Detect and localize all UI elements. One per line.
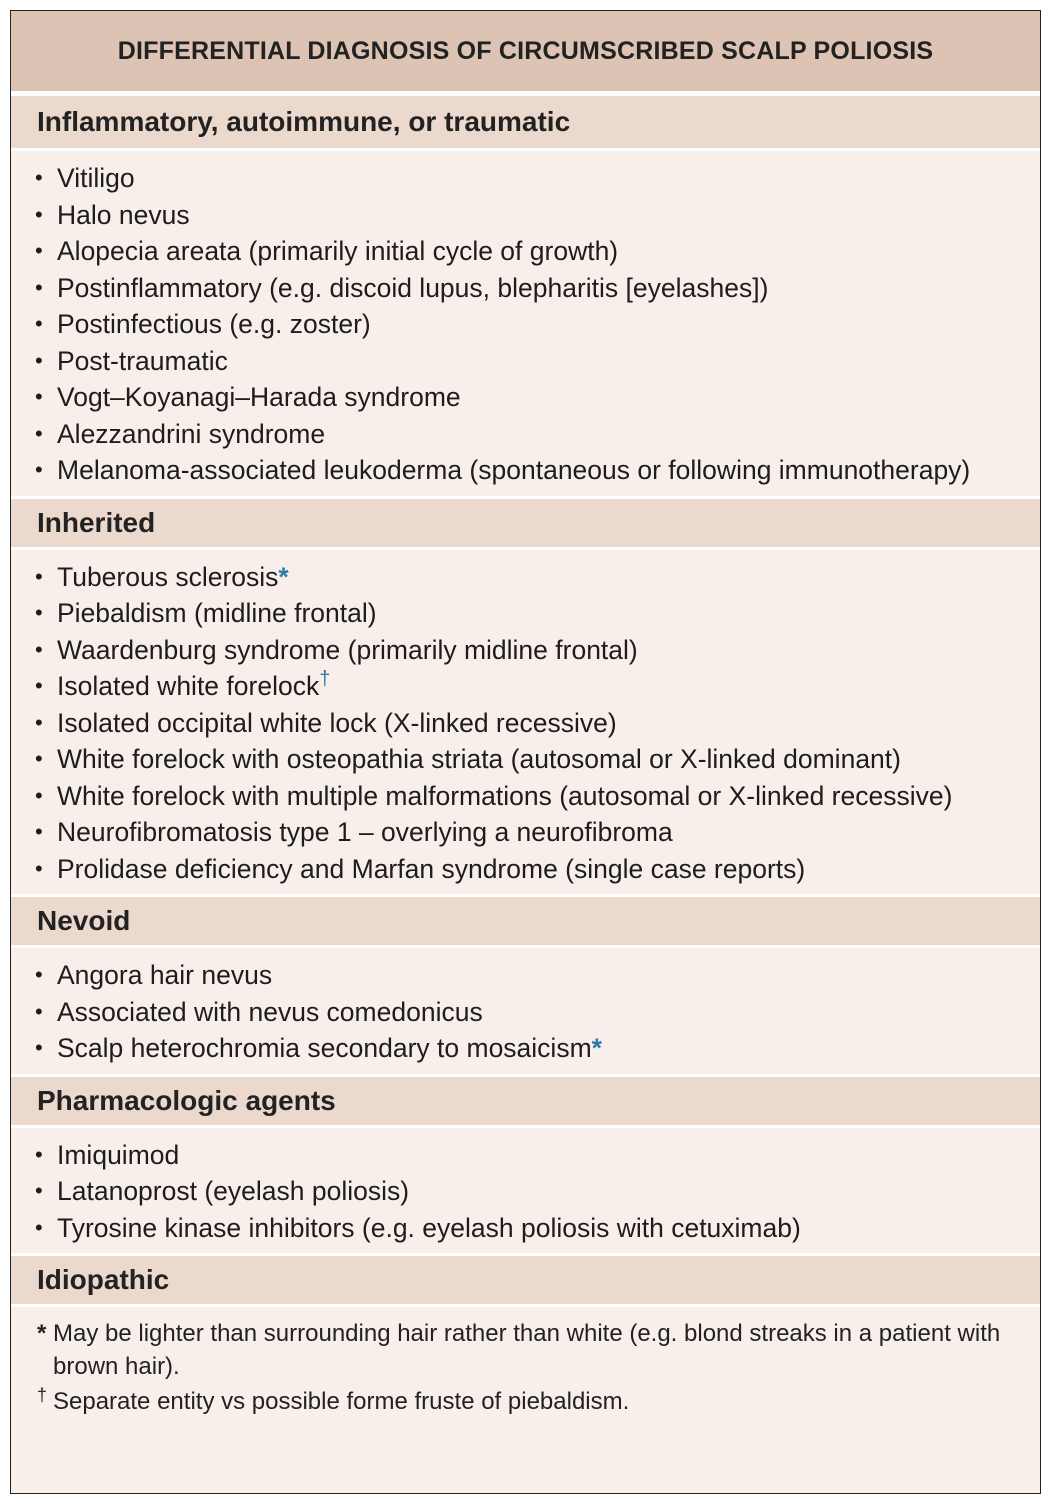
list-item: • White forelock with multiple malformations (autosomal or X-linked recessive)	[11, 778, 1040, 815]
footnote-text: Separate entity vs possible forme fruste of piebaldism.	[53, 1388, 630, 1415]
list-item: • Vogt–Koyanagi–Harada syndrome	[11, 379, 1040, 416]
section-list-pharmacologic	[11, 1128, 1040, 1254]
item-text: Scalp heterochromia secondary to mosaicism	[57, 1033, 592, 1063]
list-item: • Postinfectious (e.g. zoster)	[11, 306, 1040, 343]
footnote-symbol: *	[37, 1320, 47, 1347]
list-item: • Post-traumatic	[11, 343, 1040, 380]
list-item	[11, 1030, 1040, 1067]
list-item: • Piebaldism (midline frontal)	[11, 595, 1040, 632]
list-item: • White forelock with osteopathia striata (autosomal or X-linked dominant)	[11, 741, 1040, 778]
item-text: Isolated white forelock	[57, 671, 320, 701]
section-heading-inflammatory: Inflammatory, autoimmune, or traumatic	[11, 93, 1040, 151]
list-item: • Halo nevus	[11, 197, 1040, 234]
footnotes	[11, 1307, 1040, 1418]
list-item: • Vitiligo	[11, 160, 1040, 197]
diagnosis-table	[10, 10, 1041, 1494]
list-item: • Waardenburg syndrome (primarily midline frontal)	[11, 632, 1040, 669]
list-item	[11, 559, 1040, 596]
list-item: • Melanoma-associated leukoderma (spontaneous or following immunotherapy)	[11, 452, 1040, 489]
asterisk-footnote-mark: *	[591, 1033, 602, 1063]
section-heading-nevoid: Nevoid	[11, 894, 1040, 948]
dagger-footnote-mark: †	[319, 668, 331, 691]
footnote-asterisk	[37, 1317, 1020, 1383]
list-item: • Latanoprost (eyelash poliosis)	[11, 1173, 1040, 1210]
list-item: • Angora hair nevus	[11, 957, 1040, 994]
asterisk-footnote-mark: *	[278, 561, 289, 592]
list-item: • Alezzandrini syndrome	[11, 416, 1040, 453]
footnote-dagger	[37, 1385, 1020, 1418]
list-item: • Postinflammatory (e.g. discoid lupus, blepharitis [eyelashes])	[11, 270, 1040, 307]
list-item: • Tyrosine kinase inhibitors (e.g. eyelash poliosis with cetuximab)	[11, 1210, 1040, 1247]
table-title: DIFFERENTIAL DIAGNOSIS OF CIRCUMSCRIBED SCALP POLIOSIS	[11, 11, 1040, 93]
section-list-inflammatory	[11, 151, 1040, 496]
list-item: • Neurofibromatosis type 1 – overlying a neurofibroma	[11, 814, 1040, 851]
section-heading-pharmacologic: Pharmacologic agents	[11, 1074, 1040, 1128]
section-list-nevoid	[11, 948, 1040, 1074]
list-item: • Prolidase deficiency and Marfan syndrome (single case reports)	[11, 851, 1040, 888]
list-item: • Alopecia areata (primarily initial cycle of growth)	[11, 233, 1040, 270]
list-item: • Isolated occipital white lock (X-linked recessive)	[11, 705, 1040, 742]
item-text: Tuberous sclerosis	[57, 561, 279, 592]
list-item: • Imiquimod	[11, 1137, 1040, 1174]
section-heading-idiopathic: Idiopathic	[11, 1253, 1040, 1307]
footnote-text: May be lighter than surrounding hair rather than white (e.g. blond streaks in a patient with brown hair).	[53, 1320, 1001, 1380]
list-item: • Associated with nevus comedonicus	[11, 994, 1040, 1031]
list-item	[11, 668, 1040, 705]
footnote-symbol: †	[37, 1385, 48, 1405]
section-list-inherited	[11, 550, 1040, 895]
section-heading-inherited: Inherited	[11, 496, 1040, 550]
